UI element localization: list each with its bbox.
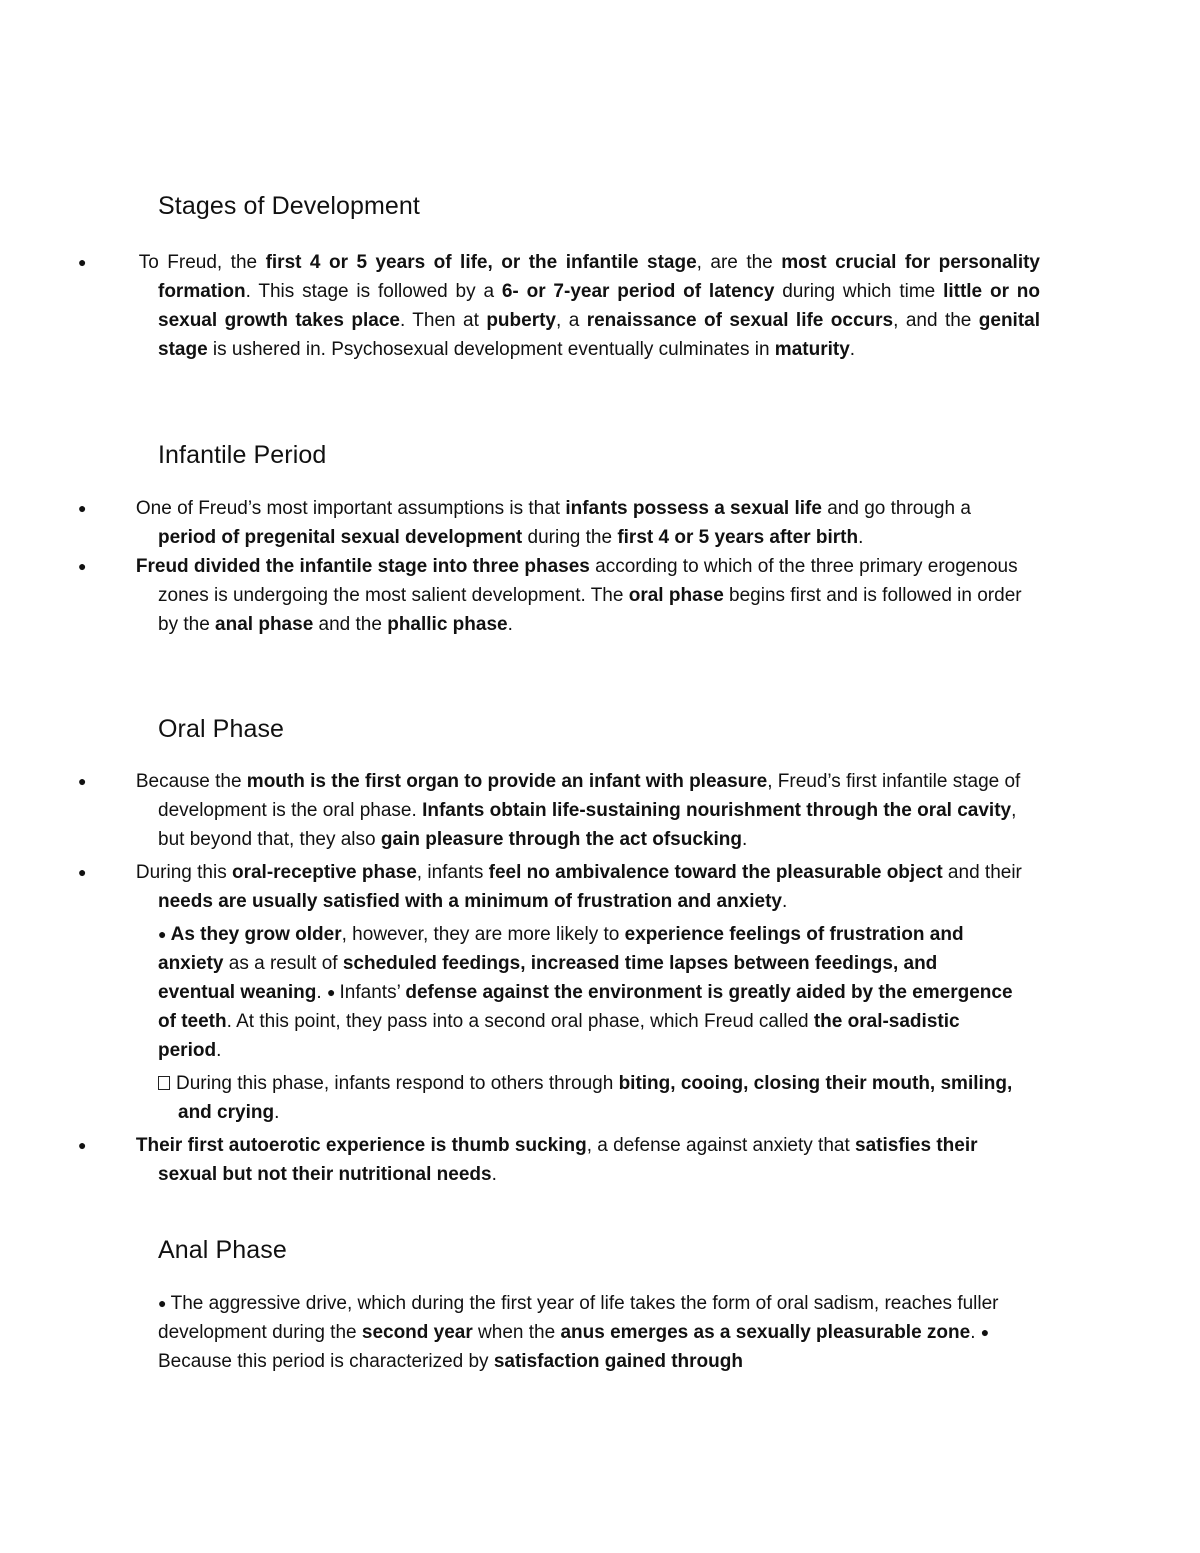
section-title-oral-phase: Oral Phase [158, 715, 285, 743]
list-item: ● The aggressive drive, which during the first year of life takes the form of oral sadism, reaches fuller development during the second year when the anus emerges as a sexually pleasurable zone. ●Because this period is characterized by satisfaction gained through [118, 1289, 1018, 1376]
list-item: ● To Freud, the first 4 or 5 years of life, or the infantile stage, are the most crucial for personality formation. This stage is followed by a 6- or 7-year period of latency during which time little or no sexual growth takes place. Then at puberty, a renaissance of sexual life occurs, and the genital stage is ushered in. Psychosexual development eventually culminates in maturity. [118, 248, 1040, 364]
bullet-icon: ● [158, 926, 167, 942]
infantile-bullet-list [78, 494, 1040, 639]
list-item: ● During this oral-receptive phase, infants feel no ambivalence toward the pleasurable object and their needs are usually satisfied with a minimum of frustration and anxiety. [118, 858, 1040, 916]
bullet-icon: ● [78, 864, 87, 880]
section-title-infantile-period: Infantile Period [158, 441, 327, 469]
bullet-icon: ● [78, 500, 87, 516]
stages-bullet-list [78, 248, 1041, 364]
section-title-anal-phase: Anal Phase [158, 1236, 287, 1264]
checkbox-square-icon [158, 1076, 170, 1090]
list-item: ● Freud divided the infantile stage into three phases according to which of the three primary erogenous zones is undergoing the most salient development. The oral phase begins first and is followed in order by the anal phase and the phallic phase. [118, 552, 1040, 639]
list-item: ● One of Freud’s most important assumptions is that infants possess a sexual life and go through a period of pregenital sexual development during the first 4 or 5 years after birth. [118, 494, 1018, 552]
anal-bullet-list [118, 1289, 1040, 1376]
list-item: During this phase, infants respond to others through biting, cooing, closing their mouth, smiling, and crying. [118, 1069, 1038, 1127]
list-item: ● Because the mouth is the first organ to provide an infant with pleasure, Freud’s first infantile stage of development is the oral phase. Infants obtain life-sustaining nourishment through the oral cavity, but beyond that, they also gain pleasure through the act ofsucking. [118, 767, 1040, 854]
bullet-icon: ● [78, 254, 87, 270]
list-item: ● Their first autoerotic experience is thumb sucking, a defense against anxiety that satisfies their sexual but not their nutritional needs. [118, 1131, 1038, 1189]
bullet-icon: ● [78, 1137, 87, 1153]
bullet-icon: ● [158, 1295, 167, 1311]
bullet-icon: ● [78, 773, 87, 789]
bullet-icon: ● [980, 1324, 990, 1340]
bullet-icon: ● [326, 984, 336, 1000]
bullet-icon: ● [78, 558, 87, 574]
list-item: ● As they grow older, however, they are more likely to experience feelings of frustration and anxiety as a result of scheduled feedings, increased time lapses between feedings, and eventual weaning. ● Infants’ defense against the environment is greatly aided by the emergence of teeth. At this point, they pass into a second oral phase, which Freud called the oral-sadistic period. [118, 920, 1018, 1065]
section-title-stages-of-development: Stages of Development [158, 192, 420, 220]
oral-bullet-list [78, 767, 1040, 1189]
